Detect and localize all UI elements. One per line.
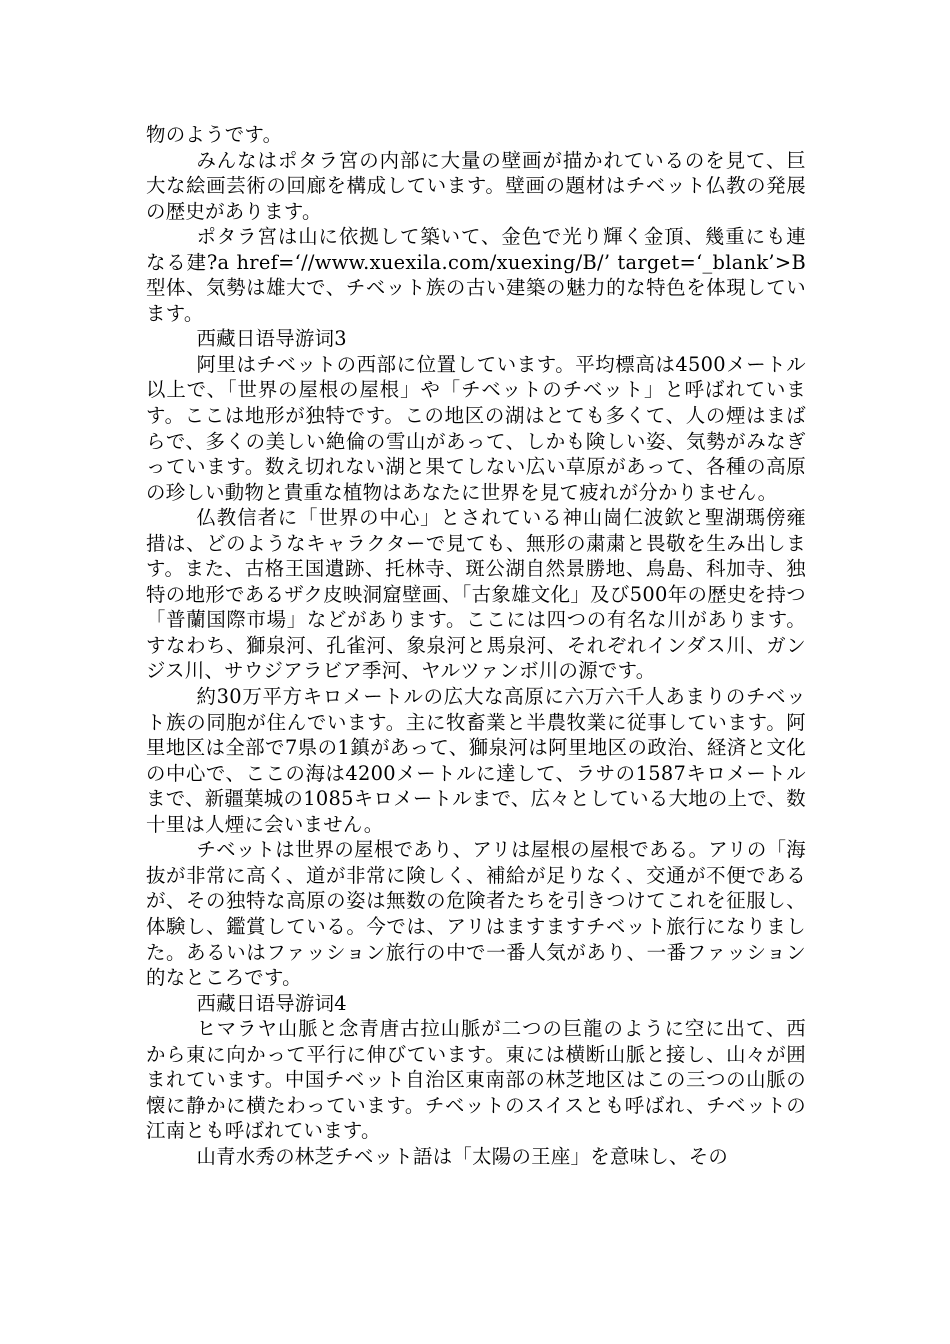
paragraph-continued: 物のようです。 <box>146 123 283 146</box>
section-heading-3: 西藏日语导游词3 <box>196 327 347 351</box>
paragraph-nyingchi-meaning: 山青水秀の林芝チベット語は「太陽の王座」を意味し、その <box>196 1144 729 1168</box>
paragraph-nyingchi-mountains: ヒマラヤ山脈と念青唐古拉山脈が二つの巨龍のように空に出て、西から東に向かって平行に伸びています。東には横断山脈と接し、山々が囲まれています。中国チベット自治区東南部の林芝地区はこの三つの山脈の懐に静かに横たわっています。チベットのスイスとも呼ばれ、チベットの江南とも呼ばれています。 <box>146 1017 806 1143</box>
paragraph-murals: みんなはポタラ宮の内部に大量の壁画が描かれているのを見て、巨大な絵画芸術の回廊を構成しています。壁画の題材はチベット仏教の発展の歴史があります。 <box>146 148 806 223</box>
paragraph-ali-roof: チベットは世界の屋根であり、アリは屋根の屋根である。アリの「海抜が非常に高く、道が非常に険しく、補給が足りなく、交通が不便であるが、その独特な高原の姿は無数の危険者たちを引きつけてこれを征服し、体験し、鑑賞している。今では、アリはますますチベット旅行になりました。あるいはファッション旅行の中で一番人気があり、一番ファッション的なところです。 <box>146 838 806 990</box>
paragraph-potala-architecture: ポタラ宮は山に依拠して築いて、金色で光り輝く金頂、幾重にも連なる建?a href=‘//www.xuexila.com/xuexing/B/’ target=‘_blank’>B型体、気勢は雄大で、チベット族の古い建築の魅力的な特色を体現しています。 <box>146 225 806 325</box>
paragraph-ali-population: 約30万平方キロメートルの広大な高原に六万六千人あまりのチベット族の同胞が住んでいます。主に牧畜業と半農牧業に従事しています。阿里地区は全部で7県の1鎮があって、獅泉河は阿里地区の政治、経済と文化の中心で、ここの海は4200メートルに達して、ラサの1587キロメートルまで、新疆葉城の1085キロメートルまで、広々としている大地の上で、数十里は人煙に会いません。 <box>146 685 806 836</box>
paragraph-ali-sacred-sites: 仏教信者に「世界の中心」とされている神山崗仁波欽と聖湖瑪傍雍措は、どのようなキャラクターで見ても、無形の粛粛と畏敬を生み出します。また、古格王国遺跡、托林寺、斑公湖自然景勝地、鳥島、科加寺、独特の地形であるザク皮映洞窟壁画、「古象雄文化」及び500年の歴史を持つ「普蘭国際市場」などがあります。ここには四つの有名な川があります。すなわち、獅泉河、孔雀河、象泉河と馬泉河、それぞれインダス川、ガンジス川、サウジアラビア季河、ヤルツァンボ川の源です。 <box>146 506 806 683</box>
section-heading-4: 西藏日语导游词4 <box>196 991 347 1015</box>
paragraph-ali-intro: 阿里はチベットの西部に位置しています。平均標高は4500メートル以上で、「世界の屋根の屋根」や「チベットのチベット」と呼ばれています。ここは地形が独特です。この地区の湖はとても多くて、人の煙はまばらで、多くの美しい絶倫の雪山があって、しかも険しい姿、気勢がみなぎっています。数え切れない湖と果てしない広い草原があって、各種の高原の珍しい動物と貴重な植物はあなたに世界を見て疲れが分かりません。 <box>146 352 806 504</box>
document-page <box>146 122 806 1169</box>
